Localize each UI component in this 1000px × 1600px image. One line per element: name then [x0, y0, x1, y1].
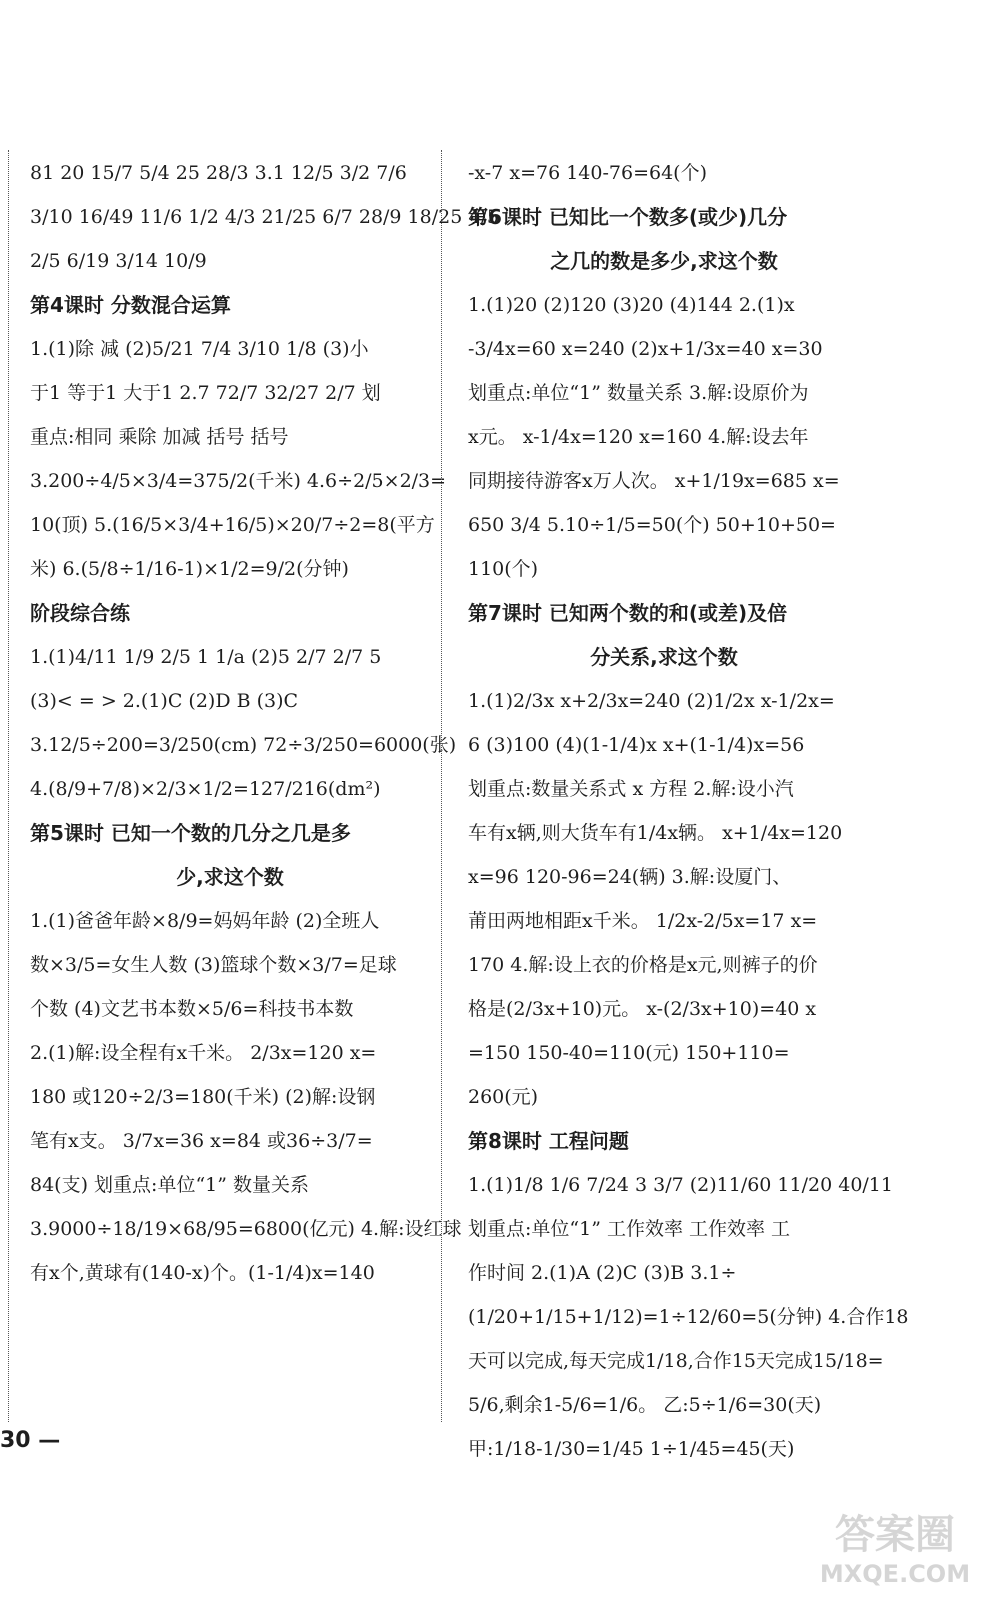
left-column-line-5: 于1 等于1 大于1 2.7 72/7 32/27 2/7 划	[30, 382, 381, 404]
left-column-line-7: 3.200÷4/5×3/4=375/2(千米) 4.6÷2/5×2/3=	[30, 470, 447, 492]
left-column-line-6: 重点:相同 乘除 加减 括号 括号	[30, 426, 289, 448]
left-column-line-20: 2.(1)解:设全程有x千米。 2/3x=120 x=	[30, 1042, 377, 1064]
right-column-line-9: 110(个)	[468, 558, 539, 580]
left-column-line-1: 3/10 16/49 11/6 1/2 4/3 21/25 6/7 28/9 18/25 4/5	[30, 206, 499, 228]
right-column-line-20: =150 150-40=110(元) 150+110=	[468, 1042, 790, 1064]
right-column-line-1: 第6课时 已知比一个数多(或少)几分	[468, 205, 788, 229]
right-column-line-10: 第7课时 已知两个数的和(或差)及倍	[468, 601, 788, 625]
right-column-line-16: x=96 120-96=24(辆) 3.解:设厦门、	[468, 866, 792, 888]
right-column-line-5: 划重点:单位“1” 数量关系 3.解:设原价为	[468, 382, 809, 404]
left-column-line-16: 少,求这个数	[176, 865, 284, 889]
left-margin-rule	[8, 150, 9, 1422]
right-column-line-12: 1.(1)2/3x x+2/3x=240 (2)1/2x x-1/2x=	[468, 690, 835, 712]
right-column-line-0: -x-7 x=76 140-76=64(个)	[468, 162, 707, 184]
right-column-line-2: 之几的数是多少,求这个数	[550, 249, 778, 273]
left-column-line-25: 有x个,黄球有(140-x)个。(1-1/4)x=140	[30, 1262, 375, 1284]
left-column-line-24: 3.9000÷18/19×68/95=6800(亿元) 4.解:设红球	[30, 1218, 462, 1240]
right-column-line-28: 5/6,剩余1-5/6=1/6。 乙:5÷1/6=30(天)	[468, 1394, 822, 1416]
column-divider	[441, 150, 442, 1422]
left-column-line-9: 米) 6.(5/8÷1/16-1)×1/2=9/2(分钟)	[30, 558, 349, 580]
watermark-line1: 答案圈	[835, 1512, 955, 1558]
right-column-line-4: -3/4x=60 x=240 (2)x+1/3x=40 x=30	[468, 338, 823, 360]
left-column-line-17: 1.(1)爸爸年龄×8/9=妈妈年龄 (2)全班人	[30, 910, 380, 932]
right-column-line-26: (1/20+1/15+1/12)=1÷12/60=5(分钟) 4.合作18	[468, 1306, 909, 1328]
right-column-line-18: 170 4.解:设上衣的价格是x元,则裤子的价	[468, 954, 818, 976]
left-column-line-18: 数×3/5=女生人数 (3)篮球个数×3/7=足球	[30, 954, 397, 976]
right-column-line-25: 作时间 2.(1)A (2)C (3)B 3.1÷	[468, 1262, 737, 1284]
left-column-line-4: 1.(1)除 减 (2)5/21 7/4 3/10 1/8 (3)小	[30, 338, 369, 360]
right-column-line-22: 第8课时 工程问题	[468, 1129, 629, 1153]
right-column-line-29: 甲:1/18-1/30=1/45 1÷1/45=45(天)	[468, 1438, 795, 1460]
left-column-line-3: 第4课时 分数混合运算	[30, 293, 231, 317]
right-column-line-15: 车有x辆,则大货车有1/4x辆。 x+1/4x=120	[468, 822, 843, 844]
left-column-line-14: 4.(8/9+7/8)×2/3×1/2=127/216(dm²)	[30, 778, 381, 800]
right-column-line-21: 260(元)	[468, 1086, 539, 1108]
right-column-line-8: 650 3/4 5.10÷1/5=50(个) 50+10+50=	[468, 514, 836, 536]
right-column-line-14: 划重点:数量关系式 x 方程 2.解:设小汽	[468, 778, 794, 800]
right-column-line-19: 格是(2/3x+10)元。 x-(2/3x+10)=40 x	[468, 998, 817, 1020]
left-column-line-23: 84(支) 划重点:单位“1” 数量关系	[30, 1174, 309, 1196]
left-column-line-10: 阶段综合练	[30, 601, 130, 625]
watermark-line2: MXQE.COM	[819, 1560, 971, 1588]
right-column-line-11: 分关系,求这个数	[590, 645, 738, 669]
right-column-line-13: 6 (3)100 (4)(1-1/4)x x+(1-1/4)x=56	[468, 734, 805, 756]
left-column-line-22: 笔有x支。 3/7x=36 x=84 或36÷3/7=	[30, 1130, 373, 1152]
right-column-line-27: 天可以完成,每天完成1/18,合作15天完成15/18=	[468, 1350, 884, 1372]
left-column-line-12: (3)< = > 2.(1)C (2)D B (3)C	[30, 690, 299, 712]
right-column-line-3: 1.(1)20 (2)120 (3)20 (4)144 2.(1)x	[468, 294, 795, 316]
right-column-line-6: x元。 x-1/4x=120 x=160 4.解:设去年	[468, 426, 809, 448]
right-column-line-17: 莆田两地相距x千米。 1/2x-2/5x=17 x=	[468, 910, 818, 932]
watermark-logo	[810, 1500, 980, 1590]
left-column-line-21: 180 或120÷2/3=180(千米) (2)解:设钢	[30, 1086, 376, 1108]
right-column-line-7: 同期接待游客x万人次。 x+1/19x=685 x=	[468, 470, 840, 492]
left-column-line-15: 第5课时 已知一个数的几分之几是多	[30, 821, 351, 845]
right-column-line-23: 1.(1)1/8 1/6 7/24 3 3/7 (2)11/60 11/20 40/11	[468, 1174, 893, 1196]
right-column-line-24: 划重点:单位“1” 工作效率 工作效率 工	[468, 1218, 791, 1240]
page-number: 30 —	[0, 1428, 61, 1453]
left-column-line-19: 个数 (4)文艺书本数×5/6=科技书本数	[30, 998, 354, 1020]
left-column-line-2: 2/5 6/19 3/14 10/9	[30, 250, 207, 272]
left-column-line-13: 3.12/5÷200=3/250(cm) 72÷3/250=6000(张)	[30, 734, 457, 756]
left-column-line-0: 81 20 15/7 5/4 25 28/3 3.1 12/5 3/2 7/6	[30, 162, 407, 184]
left-column-line-8: 10(顶) 5.(16/5×3/4+16/5)×20/7÷2=8(平方	[30, 514, 435, 536]
left-column-line-11: 1.(1)4/11 1/9 2/5 1 1/a (2)5 2/7 2/7 5	[30, 646, 382, 668]
